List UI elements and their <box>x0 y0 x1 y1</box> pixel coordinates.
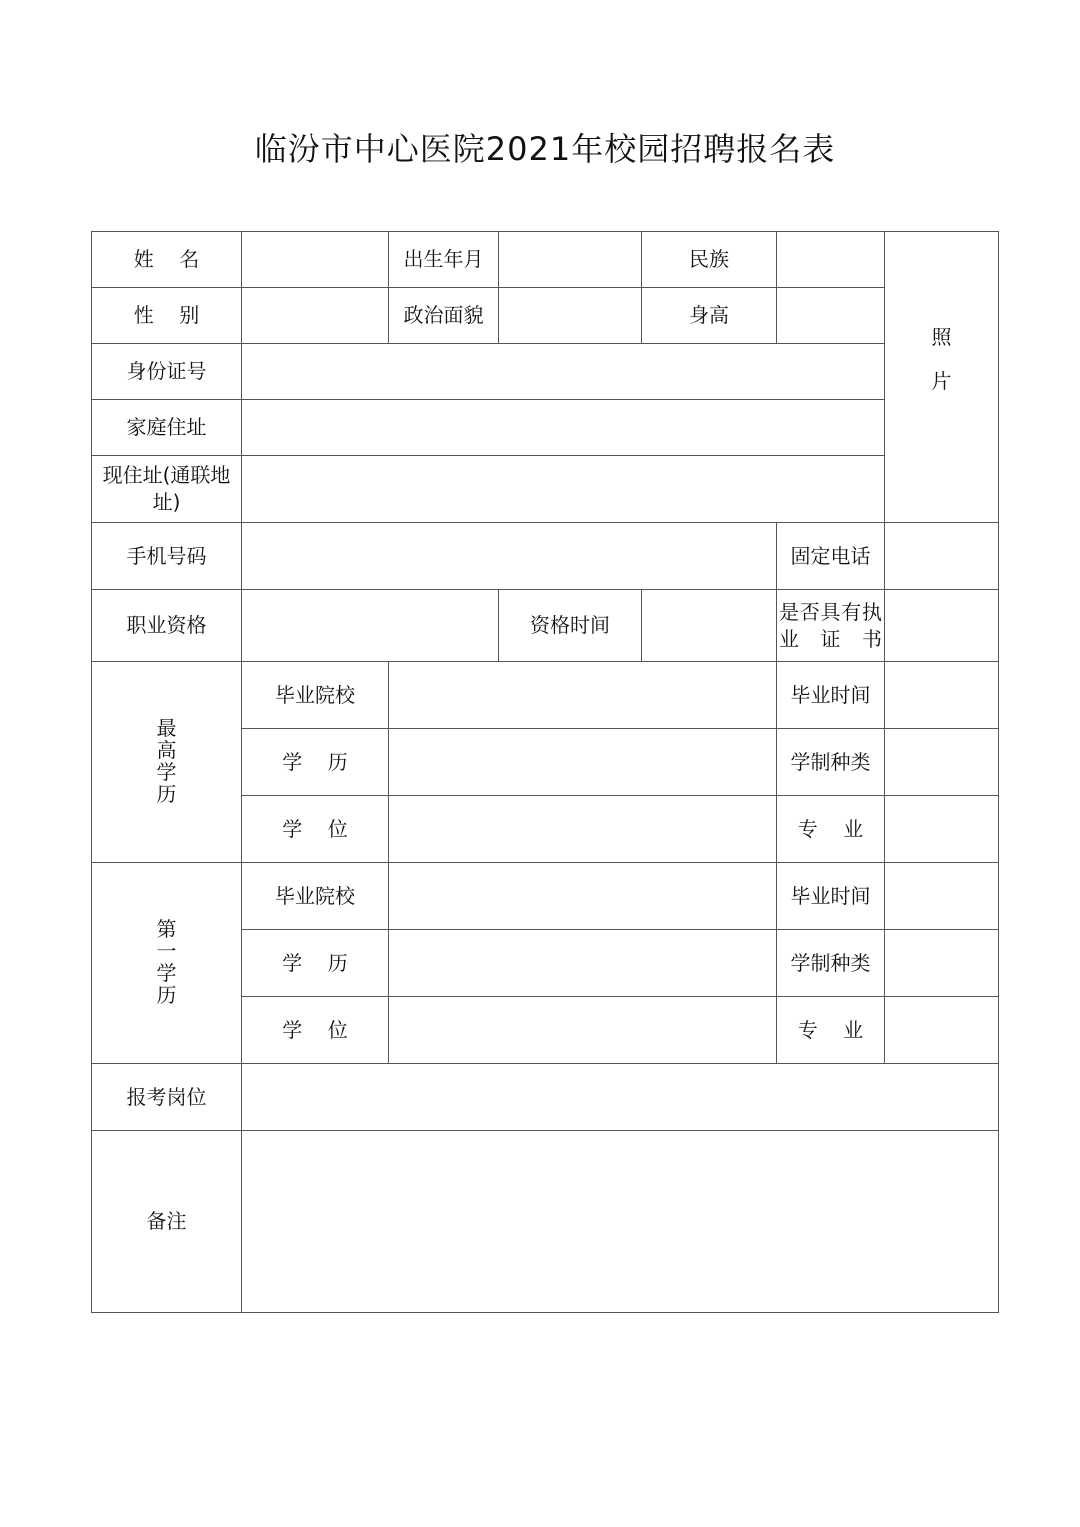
current-address-label: 现住址(通联地址) <box>92 456 242 523</box>
page-title: 临汾市中心医院2021年校园招聘报名表 <box>254 130 836 168</box>
highest-school-input[interactable] <box>389 662 777 729</box>
highest-grad-time-input[interactable] <box>885 662 999 729</box>
license-label: 是否具有执业证书 <box>777 590 885 662</box>
highest-system-label: 学制种类 <box>777 729 885 796</box>
ethnicity-input[interactable] <box>777 232 885 288</box>
first-major-input[interactable] <box>885 997 999 1064</box>
position-label: 报考岗位 <box>92 1064 242 1131</box>
photo-cell[interactable] <box>885 232 999 523</box>
current-address-input[interactable] <box>242 456 885 523</box>
first-major-label: 专 业 <box>777 997 885 1064</box>
qualification-time-label: 资格时间 <box>499 590 642 662</box>
name-label: 姓 名 <box>92 232 242 288</box>
remarks-label: 备注 <box>92 1131 242 1313</box>
political-input[interactable] <box>499 288 642 344</box>
highest-degree-input[interactable] <box>389 796 777 863</box>
political-label: 政治面貌 <box>389 288 499 344</box>
first-school-label: 毕业院校 <box>242 863 389 930</box>
highest-school-label: 毕业院校 <box>242 662 389 729</box>
id-number-label: 身份证号 <box>92 344 242 400</box>
highest-system-input[interactable] <box>885 729 999 796</box>
highest-education-input[interactable] <box>389 729 777 796</box>
qualification-input[interactable] <box>242 590 499 662</box>
height-input[interactable] <box>777 288 885 344</box>
height-label: 身高 <box>642 288 777 344</box>
first-grad-time-label: 毕业时间 <box>777 863 885 930</box>
first-education-group-label: 第一学历 <box>92 863 242 1064</box>
registration-form-table <box>91 231 999 1313</box>
highest-major-input[interactable] <box>885 796 999 863</box>
birth-input[interactable] <box>499 232 642 288</box>
landline-input[interactable] <box>885 523 999 590</box>
license-input[interactable] <box>885 590 999 662</box>
highest-grad-time-label: 毕业时间 <box>777 662 885 729</box>
gender-input[interactable] <box>242 288 389 344</box>
mobile-input[interactable] <box>242 523 777 590</box>
qualification-time-input[interactable] <box>642 590 777 662</box>
remarks-input[interactable] <box>242 1131 999 1313</box>
first-education-label: 学 历 <box>242 930 389 997</box>
home-address-label: 家庭住址 <box>92 400 242 456</box>
first-degree-label: 学 位 <box>242 997 389 1064</box>
gender-label: 性 别 <box>92 288 242 344</box>
name-input[interactable] <box>242 232 389 288</box>
mobile-label: 手机号码 <box>92 523 242 590</box>
first-degree-input[interactable] <box>389 997 777 1064</box>
first-system-input[interactable] <box>885 930 999 997</box>
position-input[interactable] <box>242 1064 999 1131</box>
first-education-input[interactable] <box>389 930 777 997</box>
birth-label: 出生年月 <box>389 232 499 288</box>
ethnicity-label: 民族 <box>642 232 777 288</box>
id-number-input[interactable] <box>242 344 885 400</box>
highest-major-label: 专 业 <box>777 796 885 863</box>
landline-label: 固定电话 <box>777 523 885 590</box>
first-system-label: 学制种类 <box>777 930 885 997</box>
first-grad-time-input[interactable] <box>885 863 999 930</box>
highest-education-label: 学 历 <box>242 729 389 796</box>
photo-label: 照片 <box>931 325 952 393</box>
highest-education-group-label: 最高学历 <box>92 662 242 863</box>
qualification-label: 职业资格 <box>92 590 242 662</box>
home-address-input[interactable] <box>242 400 885 456</box>
first-school-input[interactable] <box>389 863 777 930</box>
highest-degree-label: 学 位 <box>242 796 389 863</box>
